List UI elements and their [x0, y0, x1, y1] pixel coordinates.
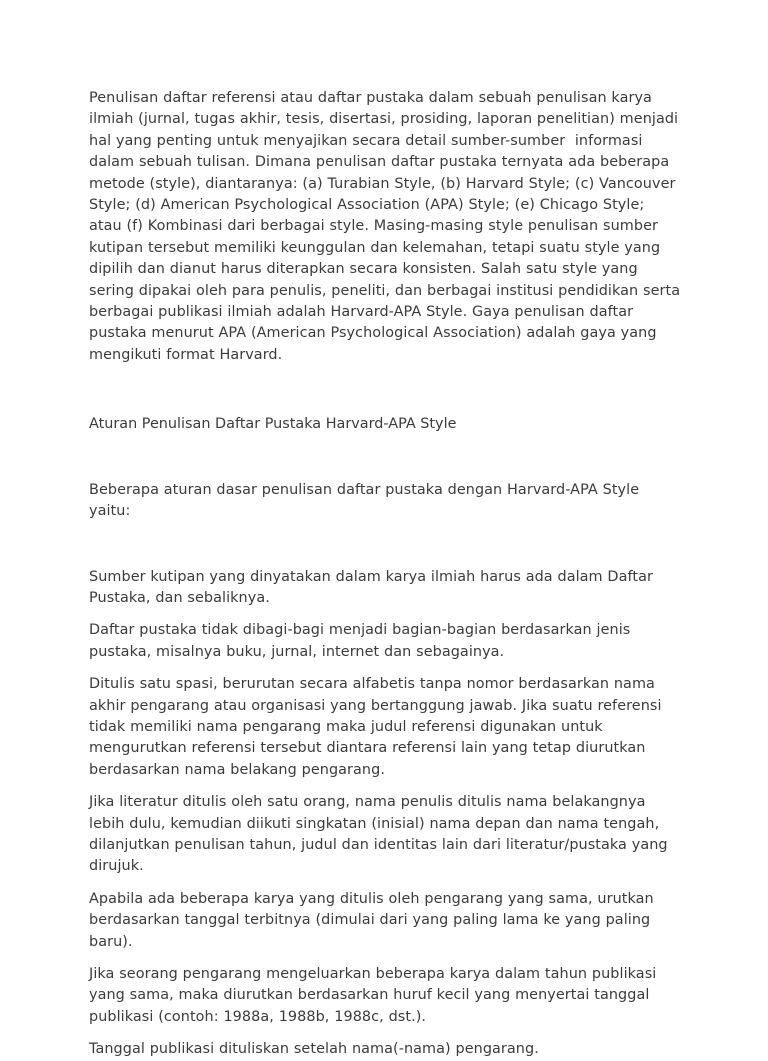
rule-paragraph-5: Apabila ada beberapa karya yang ditulis oleh pengarang yang sama, urutkan berdasarkan tanggal terbitnya (dimulai dari yang paling lama ke yang paling baru).: [89, 890, 659, 950]
rule-paragraph-1: Sumber kutipan yang dinyatakan dalam karya ilmiah harus ada dalam Daftar Pustaka, dan sebaliknya.: [89, 568, 658, 606]
rule-paragraph-2: Daftar pustaka tidak dibagi-bagi menjadi bagian-bagian berdasarkan jenis pustaka, misalnya buku, jurnal, internet dan sebagainya.: [89, 622, 636, 660]
rule-paragraph-4: Jika literatur ditulis oleh satu orang, nama penulis ditulis nama belakangnya lebih dulu, kemudian diikuti singkatan (inisial) nama depan dan nama tengah, dilanjutkan penulisan tahun, judul dan identitas lain dari literatur/pustaka yang dirujuk.: [89, 794, 673, 875]
spacer-rule-3: [89, 781, 681, 792]
rule-paragraph-3: Ditulis satu spasi, berurutan secara alfabetis tanpa nomor berdasarkan nama akhir pengarang atau organisasi yang bertanggung jawab. Jika suatu referensi tidak memiliki nama pengarang maka judul referensi digunakan untuk mengurutkan referensi tersebut diantara referensi lain yang tetap diurutkan berdasarkan nama belakang pengarang.: [89, 676, 667, 778]
lead-in-paragraph: Beberapa aturan dasar penulisan daftar pustaka dengan Harvard-APA Style yaitu:: [89, 481, 644, 520]
intro-paragraph: Penulisan daftar referensi atau daftar pustaka dalam sebuah penulisan karya ilmiah (jurnal, tugas akhir, tesis, disertasi, prosiding, laporan penelitian) menjadi hal yang penting untuk menyajikan secara detail sumber-sumber informasi dalam sebuah tulisan. Dimana penulisan daftar pustaka ternyata ada beberapa metode (style), diantaranya: (a) Turabian Style, (b) Harvard Style; (c) Vancouver Style; (d) American Psychological Association (APA) Style; (e) Chicago Style; atau (f) Kombinasi dari berbagai style. Masing-masing style penulisan sumber kutipan tersebut memiliki keunggulan dan kelemahan, tetapi suatu style yang dipilih dan dianut harus diterapkan secara konsisten. Salah satu style yang sering dipakai oleh para penulis, peneliti, dan berbagai institusi pendidikan serta berbagai publikasi ilmiah adalah Harvard-APA Style. Gaya penulisan daftar pustaka menurut APA (American Psychological Association) adalah gaya yang mengikuti format Harvard.: [89, 90, 685, 363]
spacer-intro-heading: [89, 366, 681, 414]
section-heading: Aturan Penulisan Daftar Pustaka Harvard-APA Style: [89, 416, 457, 433]
spacer-rule-6: [89, 1028, 681, 1039]
spacer-lead-rules: [89, 523, 681, 567]
spacer-rule-5: [89, 953, 681, 964]
spacer-rule-2: [89, 663, 681, 674]
spacer-heading-lead: [89, 436, 681, 480]
spacer-rule-4: [89, 878, 681, 889]
spacer-rule-1: [89, 609, 681, 620]
rule-paragraph-7: Tanggal publikasi dituliskan setelah nama(-nama) pengarang.: [89, 1041, 539, 1058]
document-content: [89, 88, 685, 1061]
rule-paragraph-6: Jika seorang pengarang mengeluarkan beberapa karya dalam tahun publikasi yang sama, maka diurutkan berdasarkan huruf kecil yang menyertai tanggal publikasi (contoh: 1988a, 1988b, 1988c, dst.).: [89, 966, 662, 1025]
